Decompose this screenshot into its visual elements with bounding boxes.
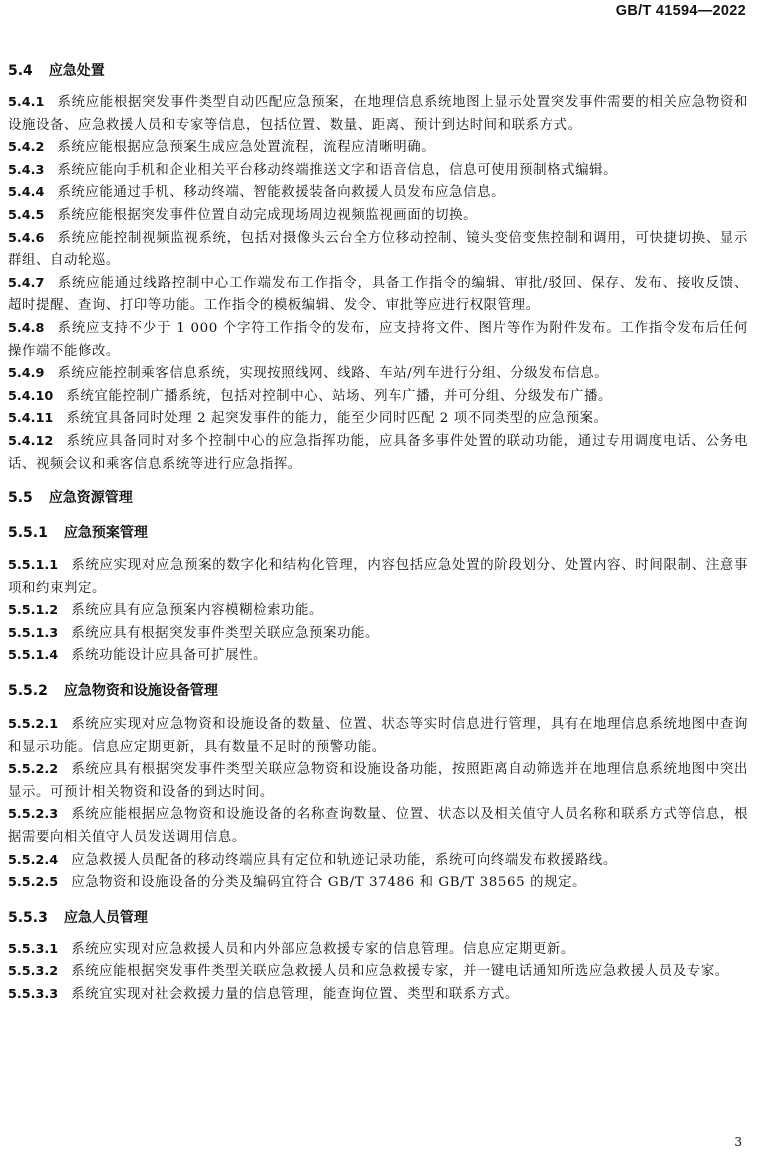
clause-text: 系统应能向手机和企业相关平台移动终端推送文字和语音信息，信息可使用预制格式编辑。 (57, 162, 618, 178)
clause-text: 系统宜能控制广播系统，包括对控制中心、站场、列车广播，并可分组、分级发布广播。 (66, 388, 612, 404)
clause-text: 应急物资和设施设备的分类及编码宜符合 GB/T 37486 和 GB/T 38565 的规定。 (71, 875, 587, 891)
clause-text: 系统应能根据突发事件类型自动匹配应急预案，在地理信息系统地图上显示处置突发事件需要的相关应急物资和设施设备、应急救援人员和专家等信息，包括位置、数量、距离、预计到达时间和联系方式。 (8, 95, 748, 133)
clause-5-4-9 (8, 363, 748, 386)
page-content (8, 60, 748, 1007)
clause-5-4-4 (8, 182, 748, 205)
clause-text: 系统应具备同时对多个控制中心的应急指挥功能，应具备多事件处置的联动功能，通过专用调度电话、公务电话、视频会议和乘客信息系统等进行应急指挥。 (8, 433, 748, 472)
heading-title: 应急人员管理 (63, 909, 148, 926)
clause-text: 系统应具有根据突发事件类型关联应急预案功能。 (71, 625, 379, 641)
clause-text: 系统应能根据突发事件类型关联应急救援人员和应急救援专家，并一键电话通知所选应急救援人员及专家。 (71, 964, 729, 980)
heading-title: 应急物资和设施设备管理 (63, 683, 218, 700)
clause-number: 5.4.5 (8, 207, 45, 223)
heading-title: 应急预案管理 (63, 525, 148, 542)
clause-text: 系统宜实现对社会救援力量的信息管理，能查询位置、类型和联系方式。 (71, 987, 519, 1002)
clause-5-5-3-3 (8, 984, 748, 1007)
clause-number: 5.5.2.2 (8, 762, 59, 778)
clause-number: 5.4.3 (8, 162, 45, 178)
standard-code: GB/T 41594—2022 (615, 3, 746, 19)
clause-number: 5.4.4 (8, 185, 45, 201)
clause-number: 5.5.1.1 (8, 558, 59, 574)
clause-5-5-3-2 (8, 961, 748, 984)
clause-text: 系统功能设计应具备可扩展性。 (71, 648, 268, 664)
clause-number: 5.4.12 (8, 433, 54, 449)
clause-text: 系统应具有根据突发事件类型关联应急物资和设施设备功能，按照距离自动筛选并在地理信息系统地图中突出显示。可预计相关物资和设备的到达时间。 (8, 762, 748, 800)
clause-5-4-1 (8, 92, 748, 137)
clause-number: 5.5.3.1 (8, 941, 59, 957)
clause-5-4-5 (8, 205, 748, 228)
section-heading-5-4 (8, 60, 748, 82)
clause-number: 5.5.2.3 (8, 807, 59, 823)
clause-number: 5.5.2.4 (8, 852, 59, 868)
clause-number: 5.4.11 (8, 411, 54, 427)
clause-5-5-1-3 (8, 623, 748, 646)
clause-number: 5.4.6 (8, 230, 45, 246)
heading-number: 5.4 (8, 63, 33, 79)
heading-number: 5.5 (8, 490, 33, 507)
clause-text: 系统应能通过手机、移动终端、智能救援装备向救援人员发布应急信息。 (57, 185, 506, 201)
clause-5-5-3-1 (8, 939, 748, 962)
clause-number: 5.4.7 (8, 275, 45, 291)
clause-number: 5.4.1 (8, 95, 45, 110)
clause-number: 5.5.2.1 (8, 717, 59, 733)
page-number: 3 (734, 1135, 742, 1149)
section-heading-5-5-3 (8, 907, 748, 929)
clause-number: 5.5.1.2 (8, 603, 59, 619)
clause-5-5-2-2 (8, 759, 748, 804)
heading-title: 应急处置 (48, 63, 105, 79)
clause-5-4-11 (8, 408, 748, 431)
clause-number: 5.4.9 (8, 366, 45, 382)
clause-text: 系统宜具备同时处理 2 起突发事件的能力，能至少同时匹配 2 项不同类型的应急预案。 (66, 411, 608, 427)
clause-5-4-2 (8, 137, 748, 160)
section-heading-5-5-2 (8, 680, 748, 702)
clause-text: 应急救援人员配备的移动终端应具有定位和轨迹记录功能，系统可向终端发布救援路线。 (71, 852, 617, 868)
heading-number: 5.5.2 (8, 683, 48, 700)
section-heading-5-5 (8, 487, 748, 509)
clause-number: 5.5.3.2 (8, 964, 59, 980)
clause-5-4-10 (8, 386, 748, 409)
clause-5-4-12 (8, 431, 748, 476)
clause-5-4-6 (8, 228, 748, 273)
clause-number: 5.5.1.4 (8, 648, 59, 664)
clause-text: 系统应能根据应急预案生成应急处置流程，流程应清晰明确。 (57, 140, 436, 156)
clause-5-5-1-1 (8, 555, 748, 600)
clause-5-5-1-2 (8, 600, 748, 623)
clause-number: 5.5.2.5 (8, 875, 59, 891)
clause-text: 系统应能控制视频监视系统，包括对摄像头云台全方位移动控制、镜头变倍变焦控制和调用，可快捷切换、显示群组、自动轮巡。 (8, 230, 748, 269)
clause-number: 5.5.3.3 (8, 987, 59, 1002)
clause-5-5-2-1 (8, 714, 748, 759)
clause-number: 5.4.10 (8, 388, 54, 404)
clause-text: 系统应实现对应急物资和设施设备的数量、位置、状态等实时信息进行管理，具有在地理信息系统地图中查询和显示功能。信息应定期更新，具有数量不足时的预警功能。 (8, 717, 748, 755)
heading-title: 应急资源管理 (48, 490, 133, 507)
clause-text: 系统应实现对应急预案的数字化和结构化管理，内容包括应急处置的阶段划分、处置内容、时间限制、注意事项和约束判定。 (8, 558, 748, 596)
section-heading-5-5-1 (8, 522, 748, 544)
clause-5-4-8 (8, 318, 748, 363)
clause-5-5-2-3 (8, 804, 748, 849)
clause-text: 系统应能根据突发事件位置自动完成现场周边视频监视画面的切换。 (57, 207, 478, 223)
clause-5-4-7 (8, 273, 748, 318)
clause-number: 5.5.1.3 (8, 625, 59, 641)
clause-number: 5.4.2 (8, 140, 45, 156)
clause-5-4-3 (8, 160, 748, 183)
clause-text: 系统应能根据应急物资和设施设备的名称查询数量、位置、状态以及相关值守人员名称和联系方式等信息，根据需要向相关值守人员发送调用信息。 (8, 807, 748, 846)
clause-text: 系统应能通过线路控制中心工作端发布工作指令，具备工作指令的编辑、审批/驳回、保存、发布、接收反馈、超时提醒、查询、打印等功能。工作指令的模板编辑、发令、审批等应进行权限管理。 (8, 275, 748, 314)
clause-5-5-2-4 (8, 850, 748, 873)
clause-number: 5.4.8 (8, 320, 45, 336)
clause-5-5-1-4 (8, 645, 748, 668)
clause-text: 系统应实现对应急救援人员和内外部应急救援专家的信息管理。信息应定期更新。 (71, 941, 575, 957)
heading-number: 5.5.3 (8, 909, 48, 926)
clause-text: 系统应支持不少于 1 000 个字符工作指令的发布，应支持将文件、图片等作为附件发布。工作指令发布后任何操作端不能修改。 (8, 320, 748, 359)
clause-text: 系统应具有应急预案内容模糊检索功能。 (71, 603, 324, 619)
clause-5-5-2-5 (8, 872, 748, 895)
heading-number: 5.5.1 (8, 525, 48, 542)
clause-text: 系统应能控制乘客信息系统，实现按照线网、线路、车站/列车进行分组、分级发布信息。 (57, 366, 609, 382)
